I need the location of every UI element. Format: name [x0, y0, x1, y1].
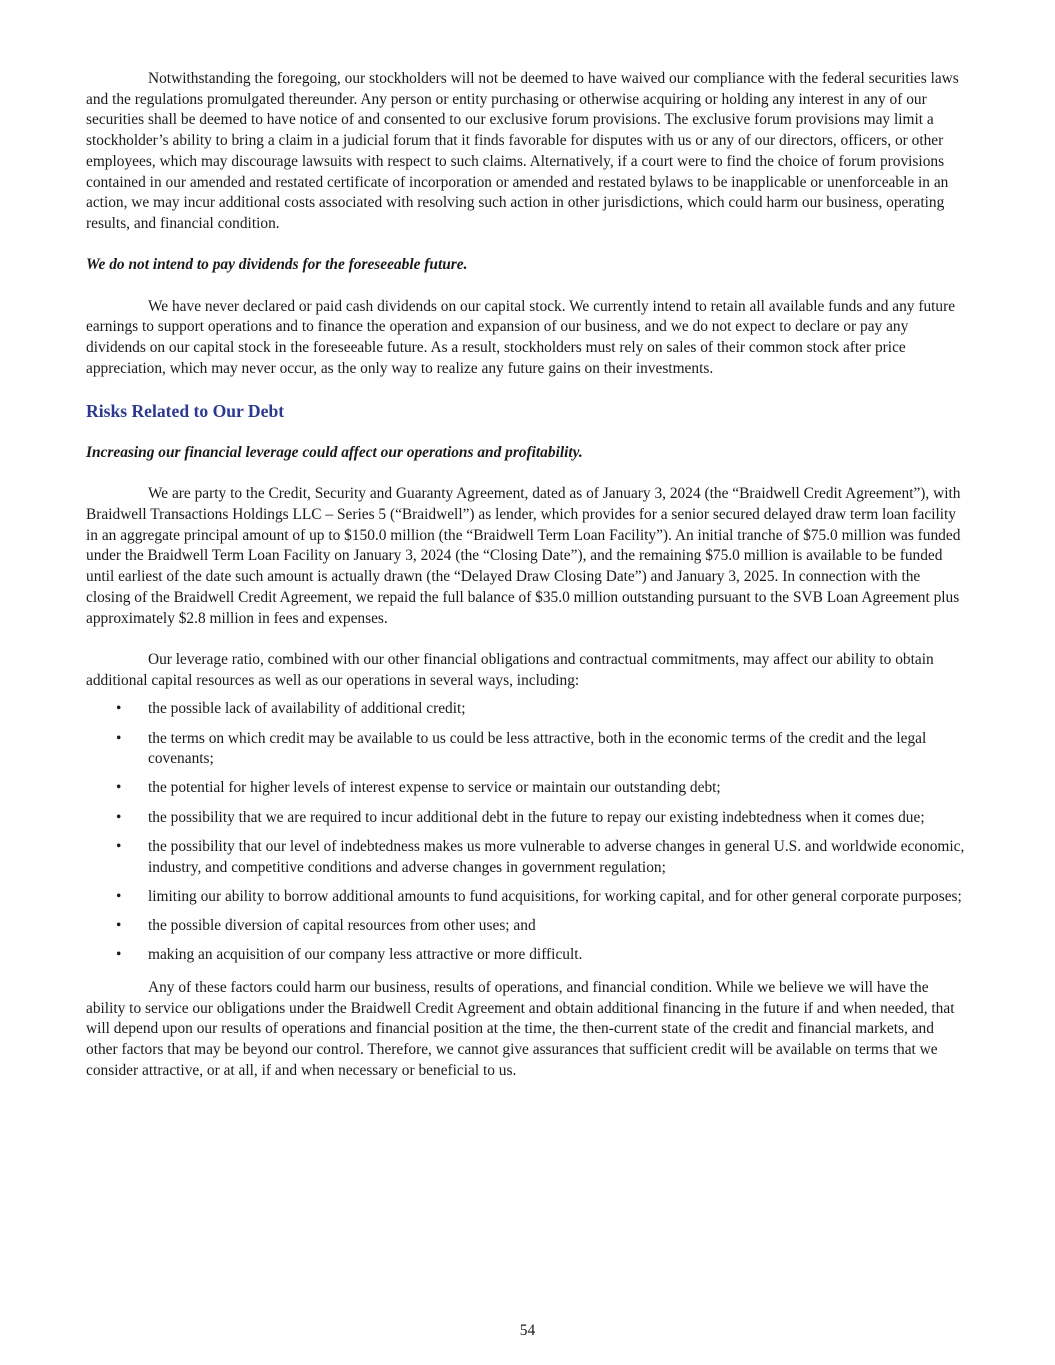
list-item-text: the possible lack of availability of additional credit;	[148, 700, 466, 718]
list-item	[86, 699, 968, 720]
list-item	[86, 778, 968, 799]
leverage-heading: Increasing our financial leverage could affect our operations and profitability.	[86, 443, 583, 461]
risk-bullet-list	[86, 699, 968, 966]
bullet-marker: •	[116, 700, 122, 718]
list-item-text: the potential for higher levels of interest expense to service or maintain our outstanding debt;	[148, 779, 721, 797]
leverage-intro-paragraph: Our leverage ratio, combined with our other financial obligations and contractual commitments, may affect our ability to obtain additional capital resources as well as our operations in several ways, including:	[86, 650, 934, 689]
dividends-paragraph: We have never declared or paid cash dividends on our capital stock. We currently intend to retain all available funds and any future earnings to support operations and to finance the operation and expansion of our business, and we do not expect to declare or pay any dividends on our capital stock in the foreseeable future. As a result, stockholders must rely on sales of their common stock after price appreciation, which may never occur, as the only way to realize any future gains on their investments.	[86, 297, 956, 377]
page-number: 54	[519, 1322, 536, 1339]
list-item	[86, 837, 968, 878]
section-title: Risks Related to Our Debt	[86, 401, 285, 422]
bullet-marker: •	[116, 916, 122, 934]
bullet-marker: •	[116, 887, 122, 905]
bullet-marker: •	[116, 946, 122, 964]
list-item	[86, 887, 968, 908]
list-item-text: the possible diversion of capital resources from other uses; and	[148, 916, 536, 934]
list-item-text: limiting our ability to borrow additional amounts to fund acquisitions, for working capital, and for other general corporate purposes;	[148, 887, 962, 905]
list-item	[86, 808, 968, 829]
list-item-text: making an acquisition of our company less attractive or more difficult.	[148, 946, 583, 964]
dividends-heading: We do not intend to pay dividends for the foreseeable future.	[86, 256, 468, 274]
forum-paragraph: Notwithstanding the foregoing, our stockholders will not be deemed to have waived our compliance with the federal securities laws and the regulations promulgated thereunder. Any person or entity purchasing or otherwise acquiring or holding any interest in any of our securities shall be deemed to have notice of and consented to our exclusive forum provisions. The exclusive forum provisions may limit a stockholder’s ability to bring a claim in a judicial forum that it finds favorable for disputes with us or any of our directors, officers, or other employees, which may discourage lawsuits with respect to such claims. Alternatively, if a court were to find the choice of forum provisions contained in our amended and restated certificate of incorporation or amended and restated bylaws to be inapplicable or unenforceable in an action, we may incur additional costs associated with resolving such action in other jurisdictions, which could harm our business, operating results, and financial condition.	[86, 70, 959, 232]
list-item	[86, 945, 968, 966]
list-item-text: the possibility that we are required to incur additional debt in the future to repay our existing indebtedness when it comes due;	[148, 808, 925, 826]
list-item	[86, 729, 968, 770]
list-item-text: the possibility that our level of indebtedness makes us more vulnerable to adverse changes in general U.S. and worldwide economic, industry, and competitive conditions and adverse changes in government regulation;	[148, 837, 965, 876]
bullet-marker: •	[116, 837, 122, 855]
bullet-marker: •	[116, 729, 122, 747]
bullet-marker: •	[116, 808, 122, 826]
conclusion-paragraph: Any of these factors could harm our business, results of operations, and financial condition. While we believe we will have the ability to service our obligations under the Braidwell Credit Agreement and obtain additional financing in the future if and when needed, that will depend upon our results of operations and financial position at the time, the then-current state of the credit and financial markets, and other factors that may be beyond our control. Therefore, we cannot give assurances that sufficient credit will be available on terms that we consider attractive, or at all, if and when necessary or beneficial to us.	[86, 978, 955, 1079]
bullet-marker: •	[116, 779, 122, 797]
credit-agreement-paragraph: We are party to the Credit, Security and Guaranty Agreement, dated as of January 3, 2024 (the “Braidwell Credit Agreement”), with Braidwell Transactions Holdings LLC – Series 5 (“Braidwell”) as lender, which provides for a senior secured delayed draw term loan facility in an aggregate principal amount of up to $150.0 million (the “Braidwell Term Loan Facility”). An initial tranche of $75.0 million was funded under the Braidwell Term Loan Facility on January 3, 2024 (the “Closing Date”), and the remaining $75.0 million is available to be funded until earliest of the date such amount is actually drawn (the “Delayed Draw Closing Date”) and January 3, 2025. In connection with the closing of the Braidwell Credit Agreement, we repaid the full balance of $35.0 million outstanding pursuant to the SVB Loan Agreement plus approximately $2.8 million in fees and expenses.	[86, 485, 961, 627]
list-item	[86, 916, 968, 937]
list-item-text: the terms on which credit may be available to us could be less attractive, both in the economic terms of the credit and the legal covenants;	[148, 729, 927, 768]
document-page	[86, 69, 968, 1081]
